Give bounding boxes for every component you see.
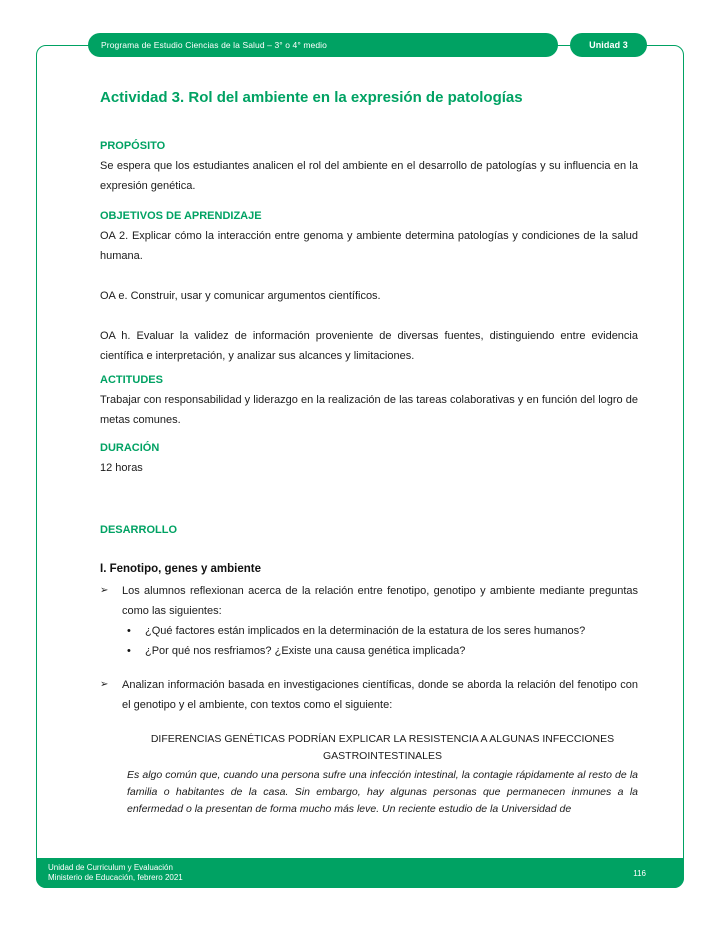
- sub-bullet-text-factores: ¿Qué factores están implicados en la determinación de la estatura de los seres humanos?: [145, 625, 586, 637]
- sub-bullet-item-factores: [127, 621, 638, 641]
- page-footer: [36, 858, 684, 888]
- program-title-label: Programa de Estudio Ciencias de la Salud – 3° o 4° medio: [101, 40, 327, 50]
- page-number: 116: [633, 868, 646, 878]
- objetivo-oa2-text: OA 2. Explicar cómo la interacción entre genoma y ambiente determina patologías y condiciones de la salud humana.: [100, 230, 638, 262]
- arrow-bullet-icon: ➢: [100, 585, 109, 596]
- unit-label: Unidad 3: [589, 40, 628, 50]
- subsection-title-fenotipo: I. Fenotipo, genes y ambiente: [100, 563, 262, 575]
- footer-organization: [48, 863, 183, 884]
- excerpt-body: Es algo común que, cuando una persona sufre una infección intestinal, la contagie rápidamente al resto de la familia o habitantes de la casa. Sin embargo, hay algunas personas que permanecen inmunes a la enfermedad o la presentan de forma mucho más leve. Un reciente estudio de la Universidad de: [127, 769, 638, 815]
- section-heading-actitudes: ACTITUDES: [100, 374, 163, 386]
- actitudes-text: Trabajar con responsabilidad y liderazgo en la realización de las tareas colaborativas y en función del logro de metas comunes.: [100, 394, 638, 426]
- section-heading-duracion: DURACIÓN: [100, 442, 160, 454]
- bullet-item-analizan: [100, 675, 638, 715]
- bullet-item-reflexion: [100, 581, 638, 621]
- sub-bullet-item-resfrio: [127, 641, 638, 661]
- dot-bullet-icon: •: [127, 645, 131, 657]
- arrow-bullet-icon: ➢: [100, 679, 109, 690]
- objetivo-oae-text: OA e. Construir, usar y comunicar argumentos científicos.: [100, 290, 381, 302]
- header-program-bar: [88, 33, 558, 57]
- section-heading-objetivos: OBJETIVOS DE APRENDIZAJE: [100, 210, 262, 222]
- page-content: [100, 57, 638, 818]
- duracion-text: 12 horas: [100, 462, 143, 474]
- sub-bullet-text-resfrio: ¿Por qué nos resfriamos? ¿Existe una causa genética implicada?: [145, 645, 466, 657]
- section-heading-desarrollo: DESARROLLO: [100, 524, 177, 536]
- footer-line-ministry: Ministerio de Educación, febrero 2021: [48, 873, 183, 882]
- section-heading-proposito: PROPÓSITO: [100, 140, 166, 152]
- activity-title: Actividad 3. Rol del ambiente en la expresión de patologías: [100, 89, 523, 106]
- excerpt-title: DIFERENCIAS GENÉTICAS PODRÍAN EXPLICAR LA RESISTENCIA A ALGUNAS INFECCIONES GASTROINTESTINALES: [150, 733, 615, 762]
- bullet-text-reflexion: Los alumnos reflexionan acerca de la relación entre fenotipo, genotipo y ambiente mediante preguntas como las siguientes:: [122, 585, 638, 617]
- header-unit-badge: [570, 33, 647, 57]
- proposito-text: Se espera que los estudiantes analicen el rol del ambiente en el desarrollo de patologías y su influencia en la expresión genética.: [100, 160, 638, 192]
- footer-line-unit: Unidad de Curriculum y Evaluación: [48, 862, 173, 872]
- dot-bullet-icon: •: [127, 625, 131, 637]
- excerpt-block: [127, 731, 638, 818]
- objetivo-oah-text: OA h. Evaluar la validez de información proveniente de diversas fuentes, distinguiendo entre evidencia científica e interpretación, y analizar sus alcances y limitaciones.: [100, 330, 638, 362]
- bullet-text-analizan: Analizan información basada en investigaciones científicas, donde se aborda la relación del fenotipo con el genotipo y el ambiente, con textos como el siguiente:: [122, 679, 638, 711]
